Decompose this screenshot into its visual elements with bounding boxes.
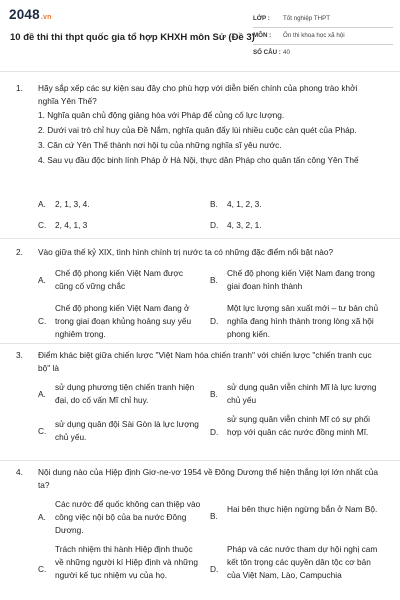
option-a[interactable] [38, 498, 203, 538]
option-c[interactable] [38, 302, 203, 342]
option-text: 2, 1, 3, 4. [55, 199, 90, 209]
option-letter: B. [210, 389, 218, 399]
option-letter: B. [210, 511, 218, 521]
option-letter: B. [210, 199, 218, 209]
event-item: 3. Căn cứ Yên Thế thành nơi hội tụ của những nghĩa sĩ yêu nước. [38, 140, 282, 150]
option-c[interactable] [38, 543, 203, 597]
option-text: Chế độ phong kiến Việt Nam được cũng cố vững chắc [55, 268, 183, 291]
logo-suffix: .vn [40, 14, 52, 21]
option-text: sử dụng phương tiện chiến tranh hiện đại, do cố vấn Mĩ chỉ huy. [55, 382, 195, 405]
info-value: Ôn thi khoa học xã hội [283, 32, 345, 39]
option-letter: D. [210, 220, 219, 230]
info-row-count [253, 45, 393, 61]
option-text: sử dụng quân đội Sài Gòn là lực lượng chủ yếu. [55, 419, 199, 442]
info-row-class [253, 11, 393, 28]
option-a[interactable] [38, 381, 203, 409]
question-stem: Điểm khác biệt giữa chiến lược "Việt Nam hóa chiến tranh" với chiến lược "chiến tranh cục bộ" là [38, 350, 372, 373]
option-letter: B. [210, 275, 218, 285]
option-d[interactable] [210, 413, 380, 453]
question-divider [0, 460, 400, 461]
question-number: 3. [16, 350, 23, 360]
option-text: Hai bên thực hiện ngừng bắn ở Nam Bộ. [227, 504, 378, 514]
option-text: Pháp và các nước tham dự hội nghị cam kết tôn trọng các quyền dân tộc cơ bản của Việt Nam, Lào, Campuchia [227, 544, 378, 580]
option-text: Một lực lượng sản xuất mới – tư bản chủ nghĩa đang hình thành trong lòng xã hội phong kiến. [227, 303, 379, 339]
option-d[interactable] [210, 543, 380, 597]
event-item: 2. Dưới vai trò chỉ huy của Đề Nắm, nghĩa quân đẩy lùi nhiều cuộc càn quét của Pháp. [38, 125, 357, 135]
option-letter: A. [38, 275, 46, 285]
logo-main-text: 2048 [9, 7, 40, 22]
question-divider [0, 238, 400, 239]
event-item: 1. Nghĩa quân chủ động giảng hòa với Pháp để củng cố lực lượng. [38, 110, 285, 120]
question-divider [0, 343, 400, 344]
option-letter: A. [38, 199, 46, 209]
option-letter: C. [38, 316, 47, 326]
option-b[interactable] [210, 503, 380, 531]
option-text: 4, 1, 2, 3. [227, 199, 262, 209]
option-text: sử dụng quân viễn chinh Mĩ là lực lượng chủ yếu [227, 382, 377, 405]
option-c[interactable] [38, 418, 203, 446]
event-list [38, 109, 378, 169]
info-key: SỐ CÂU : [253, 49, 281, 56]
option-b[interactable] [210, 267, 380, 295]
option-letter: C. [38, 426, 47, 436]
option-text: Chế độ phong kiến Việt Nam đang ở trong giai đoạn khủng hoảng suy yếu nghiêm trọng. [55, 303, 192, 339]
option-letter: A. [38, 389, 46, 399]
page-header [0, 0, 400, 70]
question-number: 4. [16, 467, 23, 477]
site-logo[interactable] [9, 7, 52, 22]
option-a[interactable] [38, 267, 203, 295]
header-divider [0, 71, 400, 72]
info-value: Tốt nghiệp THPT [283, 15, 331, 22]
option-letter: D. [210, 427, 219, 437]
option-text: sử sụng quân viễn chinh Mĩ có sự phối hợp với quân các nước đồng minh Mĩ. [227, 414, 371, 437]
option-letter: C. [38, 564, 47, 574]
option-letter: D. [210, 564, 219, 574]
question-stem: Vào giữa thế kỷ XIX, tình hình chính trị nước ta có những đặc điểm nổi bật nào? [38, 247, 334, 257]
option-letter: D. [210, 316, 219, 326]
question-number: 1. [16, 83, 23, 93]
event-item: 4. Sau vụ đầu độc binh lính Pháp ở Hà Nội, thực dân Pháp cho quân tấn công Yên Thế [38, 155, 359, 165]
option-text: Các nước để quốc không can thiệp vào công việc nội bộ của ba nước Đông Dương. [55, 499, 201, 535]
info-key: MÔN : [253, 32, 272, 39]
option-b[interactable] [210, 381, 380, 409]
option-letter: C. [38, 220, 47, 230]
question-stem: Nội dung nào của Hiệp định Giơ-ne-vơ 1954 về Đông Dương thể hiện thắng lợi lớn nhất của ta? [38, 467, 378, 490]
info-value: 40 [283, 49, 290, 56]
question-number: 2. [16, 247, 23, 257]
info-row-subject [253, 28, 393, 45]
option-text: 2, 4, 1, 3 [55, 220, 88, 230]
option-d[interactable] [210, 302, 380, 342]
option-letter: A. [38, 512, 46, 522]
option-text: 4, 3, 2, 1. [227, 220, 262, 230]
exam-info-table [253, 11, 393, 61]
document-title: 10 đề thi thi thpt quốc gia tổ hợp KHXH môn Sử (Đề 3) [10, 32, 255, 43]
option-text: Chế độ phong kiến Việt Nam đang trong giai đoạn hình thành [227, 268, 375, 291]
info-key: LỚP : [253, 15, 270, 22]
question-stem: Hãy sắp xếp các sự kiện sau đây cho phù hợp với diễn biến chính của phong trào khởi nghĩa Yên Thế? [38, 83, 358, 106]
option-text: Trách nhiệm thi hành Hiệp định thuộc về những người kí Hiệp định và những người kế tục nhiệm vụ của họ. [55, 544, 198, 580]
